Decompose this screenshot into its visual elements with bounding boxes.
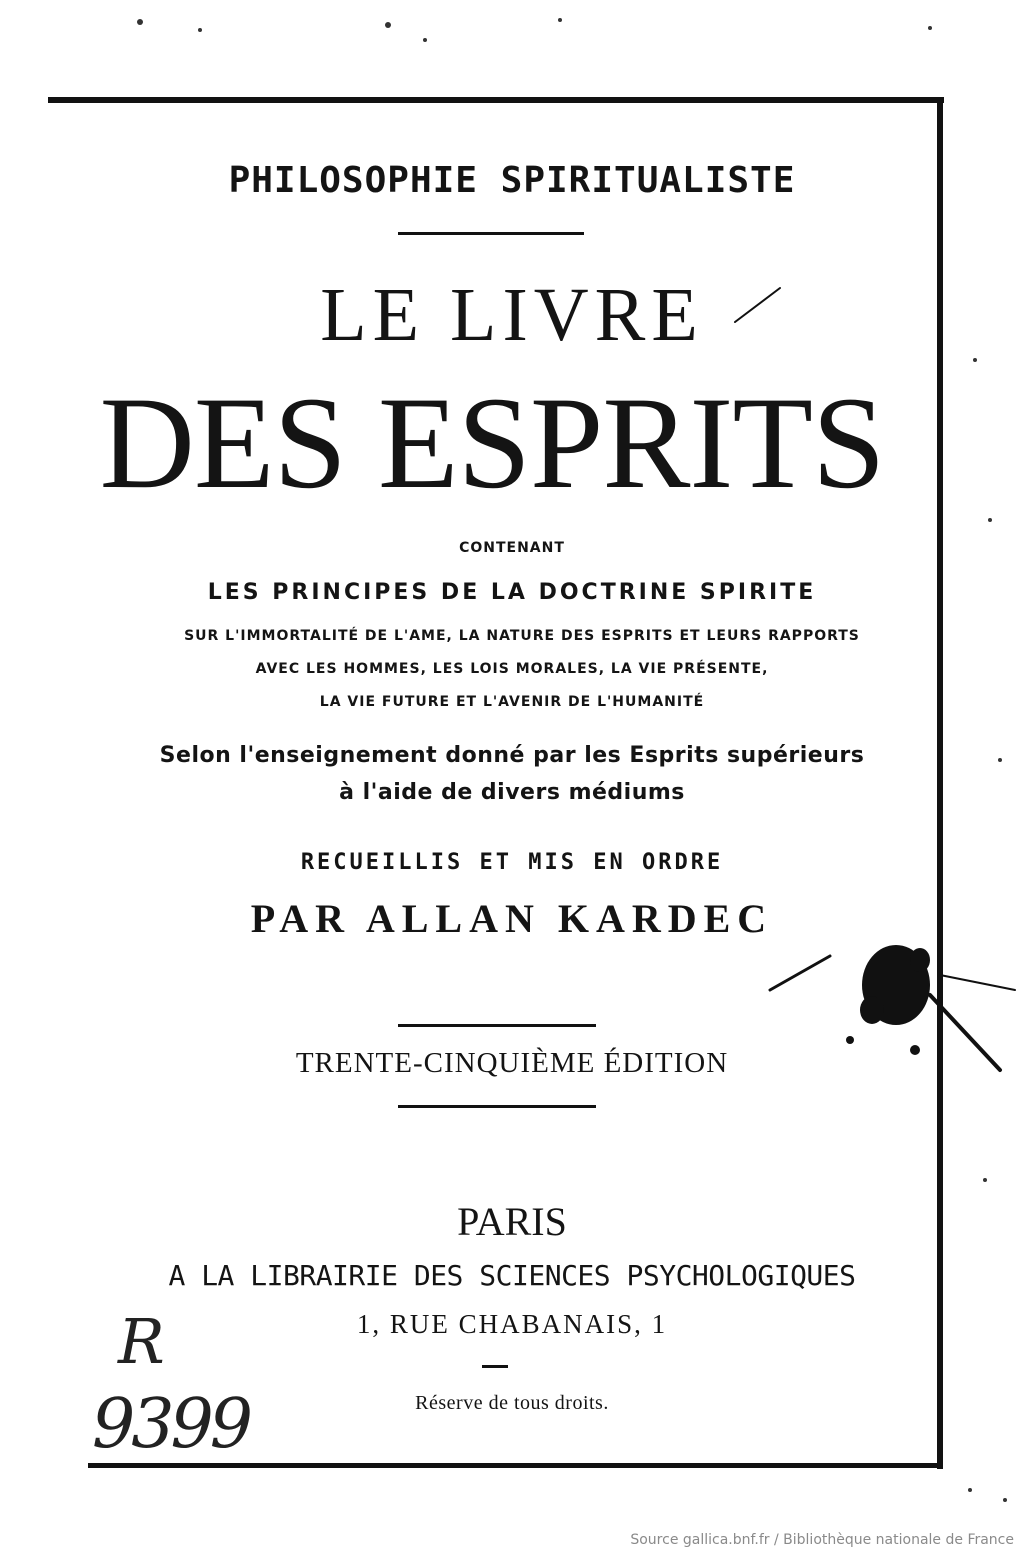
ink-strokes [735, 288, 1015, 1070]
teaching-line-1: Selon l'enseignement donné par les Esprits supérieurs [159, 743, 865, 768]
publisher-line: A LA LIBRAIRIE DES SCIENCES PSYCHOLOGIQUES [168, 1259, 856, 1292]
city-line: PARIS [457, 1199, 567, 1244]
subtitle-line-1: SUR L'IMMORTALITÉ DE L'AME, LA NATURE DES ESPRITS ET LEURS RAPPORTS [184, 628, 860, 644]
collection-heading: PHILOSOPHIE SPIRITUALISTE [228, 160, 796, 201]
principles-heading: LES PRINCIPES DE LA DOCTRINE SPIRITE [207, 580, 817, 605]
teaching-line-2: à l'aide de divers médiums [339, 780, 685, 805]
address-line: 1, RUE CHABANAIS, 1 [356, 1309, 668, 1339]
containing-label: CONTENANT [459, 540, 565, 556]
author-line: PAR ALLAN KARDEC [250, 896, 774, 941]
collected-line: RECUEILLIS ET MIS EN ORDRE [300, 850, 724, 875]
title-line-1: LE LIVRE [320, 273, 704, 357]
ink-blot [846, 945, 943, 1055]
edition-line: TRENTE-CINQUIÈME ÉDITION [295, 1047, 729, 1079]
title-line-2: DES ESPRITS [99, 369, 885, 516]
handwritten-shelfmark-letter: R [118, 1305, 165, 1378]
rights-line: Réserve de tous droits. [415, 1392, 609, 1414]
subtitle-line-3: LA VIE FUTURE ET L'AVENIR DE L'HUMANITÉ [319, 694, 705, 710]
bleed-speckles [137, 18, 1007, 1502]
handwritten-shelfmark-number: 9399 [92, 1385, 250, 1464]
source-credit: Source gallica.bnf.fr / Bibliothèque nationale de France [630, 1532, 1014, 1548]
subtitle-line-2: AVEC LES HOMMES, LES LOIS MORALES, LA VIE PRÉSENTE, [255, 661, 769, 677]
